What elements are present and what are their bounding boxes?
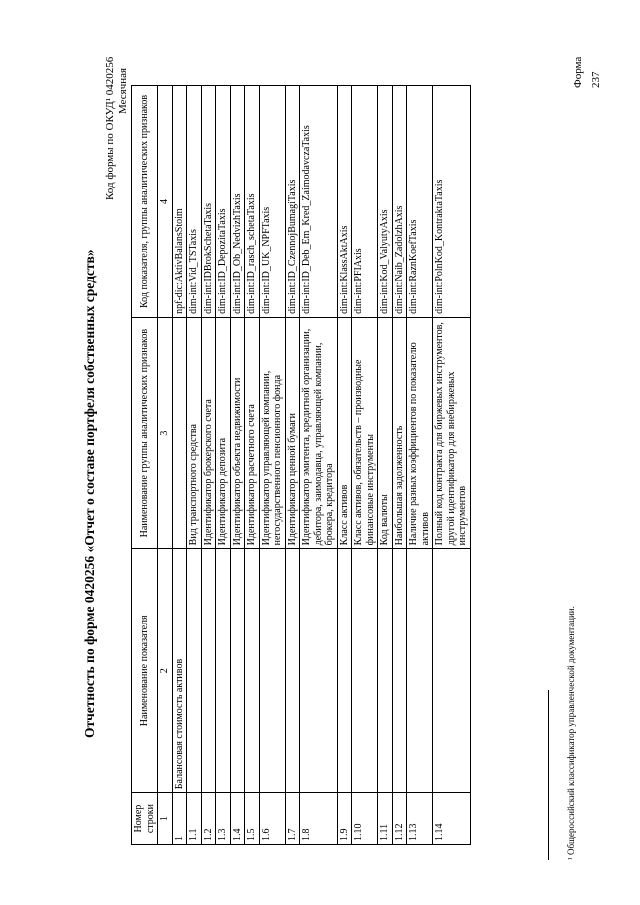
footnote: ¹ Общероссийский классификатор управленческой документации. <box>566 606 576 860</box>
table-row <box>352 86 378 845</box>
code-cell: dim-int:Vid_TSTaxis <box>187 86 202 318</box>
code-cell: dim-int:KlassAktAxis <box>337 86 352 318</box>
row-number-cell: 1.11 <box>378 793 393 845</box>
page-title: Отчетность по форме 0420256 «Отчет о составе портфеля собственных средств» <box>82 249 97 738</box>
code-cell: dim-int:IDBrokSchetaTaxis <box>201 86 216 318</box>
indicator-name-cell <box>407 549 433 793</box>
periodicity: Месячная <box>117 67 129 114</box>
group-name-cell: Класс активов, обязательств – производные финансовые инструменты <box>352 317 378 548</box>
group-name-cell: Полный код контракта для биржевых инструментов, другой идентификатор для внебиржевых инструментов <box>433 317 471 548</box>
code-cell: dim-int:ID_rasch_schetaTaxis <box>245 86 260 318</box>
group-name-cell: Идентификатор управляющей компании, негосударственного пенсионного фонда <box>259 317 285 548</box>
okud-code: Код формы по ОКУД¹ 0420256 <box>104 56 116 200</box>
page-number: 237 <box>590 71 602 88</box>
col-number: 4 <box>158 86 173 318</box>
group-name-cell: Идентификатор расчетного счета <box>245 317 260 548</box>
indicator-name-cell <box>259 549 285 793</box>
footnote-divider <box>548 690 549 860</box>
group-name-cell: Наибольшая задолженность <box>392 317 407 548</box>
indicator-name-cell <box>392 549 407 793</box>
row-number-cell: 1 <box>172 793 187 845</box>
indicator-name-cell <box>300 549 338 793</box>
col-number: 2 <box>158 549 173 793</box>
indicator-name-cell <box>201 549 216 793</box>
indicator-name-cell <box>230 549 245 793</box>
table-row <box>172 86 187 845</box>
row-number-cell: 1.6 <box>259 793 285 845</box>
indicator-name-cell <box>187 549 202 793</box>
group-name-cell: Код валюты <box>378 317 393 548</box>
table-row <box>230 86 245 845</box>
row-number-cell: 1.7 <box>285 793 300 845</box>
indicator-name-cell: Балансовая стоимость активов <box>172 549 187 793</box>
indicator-name-cell <box>352 549 378 793</box>
table-body <box>172 86 470 845</box>
code-cell: dim-int:Kod_ValyutyAxis <box>378 86 393 318</box>
report-table-container <box>131 85 551 845</box>
indicator-name-cell <box>433 549 471 793</box>
header-group-name: Наименование группы аналитических признаков <box>132 317 158 548</box>
row-number-cell: 1.4 <box>230 793 245 845</box>
form-label: Форма <box>572 56 584 88</box>
table-row <box>378 86 393 845</box>
row-number-cell: 1.14 <box>433 793 471 845</box>
code-cell: dim-int:ID_Ob_NedvizhTaxis <box>230 86 245 318</box>
code-cell: dim-int:PFIAxis <box>352 86 378 318</box>
group-name-cell: Класс активов <box>337 317 352 548</box>
code-cell: npf-dic:AktivBalansStoim <box>172 86 187 318</box>
row-number-cell: 1.2 <box>201 793 216 845</box>
indicator-name-cell <box>245 549 260 793</box>
row-number-cell: 1.12 <box>392 793 407 845</box>
indicator-name-cell <box>337 549 352 793</box>
header-indicator-name: Наименование показателя <box>132 549 158 793</box>
code-cell: dim-int:PolnKod_KontraktaTaxis <box>433 86 471 318</box>
table-row <box>337 86 352 845</box>
code-cell: dim-int:ID_Deb_Em_Kred_ZaimodavczaTaxis <box>300 86 338 318</box>
table-row <box>300 86 338 845</box>
code-cell: dim-int:ID_UK_NPFTaxis <box>259 86 285 318</box>
group-name-cell: Идентификатор брокерского счета <box>201 317 216 548</box>
code-cell: dim-int:RaznKoefTaxis <box>407 86 433 318</box>
group-name-cell: Идентификатор эмитента, кредитной организации, дебитора, заимодавца, управляющей компании, брокера, кредитора <box>300 317 338 548</box>
header-code: Код показателя, группы аналитических признаков <box>132 86 158 318</box>
table-row <box>259 86 285 845</box>
group-name-cell <box>172 317 187 548</box>
group-name-cell: Идентификатор объекта недвижимости <box>230 317 245 548</box>
row-number-cell: 1.3 <box>216 793 231 845</box>
group-name-cell: Вид транспортного средства <box>187 317 202 548</box>
report-table <box>131 85 471 845</box>
row-number-cell: 1.5 <box>245 793 260 845</box>
header-row-number: Номер строки <box>132 793 158 845</box>
column-numbers-row <box>158 86 173 845</box>
row-number-cell: 1.13 <box>407 793 433 845</box>
group-name-cell: Идентификатор ценной бумаги <box>285 317 300 548</box>
row-number-cell: 1.9 <box>337 793 352 845</box>
table-row <box>245 86 260 845</box>
col-number: 1 <box>158 793 173 845</box>
code-cell: dim-int:ID_DepozitaTaxis <box>216 86 231 318</box>
code-cell: dim-int:ID_CzennojBumagiTaxis <box>285 86 300 318</box>
indicator-name-cell <box>216 549 231 793</box>
row-number-cell: 1.10 <box>352 793 378 845</box>
row-number-cell: 1.8 <box>300 793 338 845</box>
group-name-cell: Наличие разных коэффициентов по показателю активов <box>407 317 433 548</box>
table-row <box>433 86 471 845</box>
table-row <box>187 86 202 845</box>
col-number: 3 <box>158 317 173 548</box>
indicator-name-cell <box>285 549 300 793</box>
table-row <box>285 86 300 845</box>
group-name-cell: Идентификатор депозита <box>216 317 231 548</box>
table-row <box>392 86 407 845</box>
code-cell: dim-int:Naib_ZadolzhAxis <box>392 86 407 318</box>
indicator-name-cell <box>378 549 393 793</box>
row-number-cell: 1.1 <box>187 793 202 845</box>
table-row <box>216 86 231 845</box>
table-row <box>201 86 216 845</box>
table-row <box>407 86 433 845</box>
